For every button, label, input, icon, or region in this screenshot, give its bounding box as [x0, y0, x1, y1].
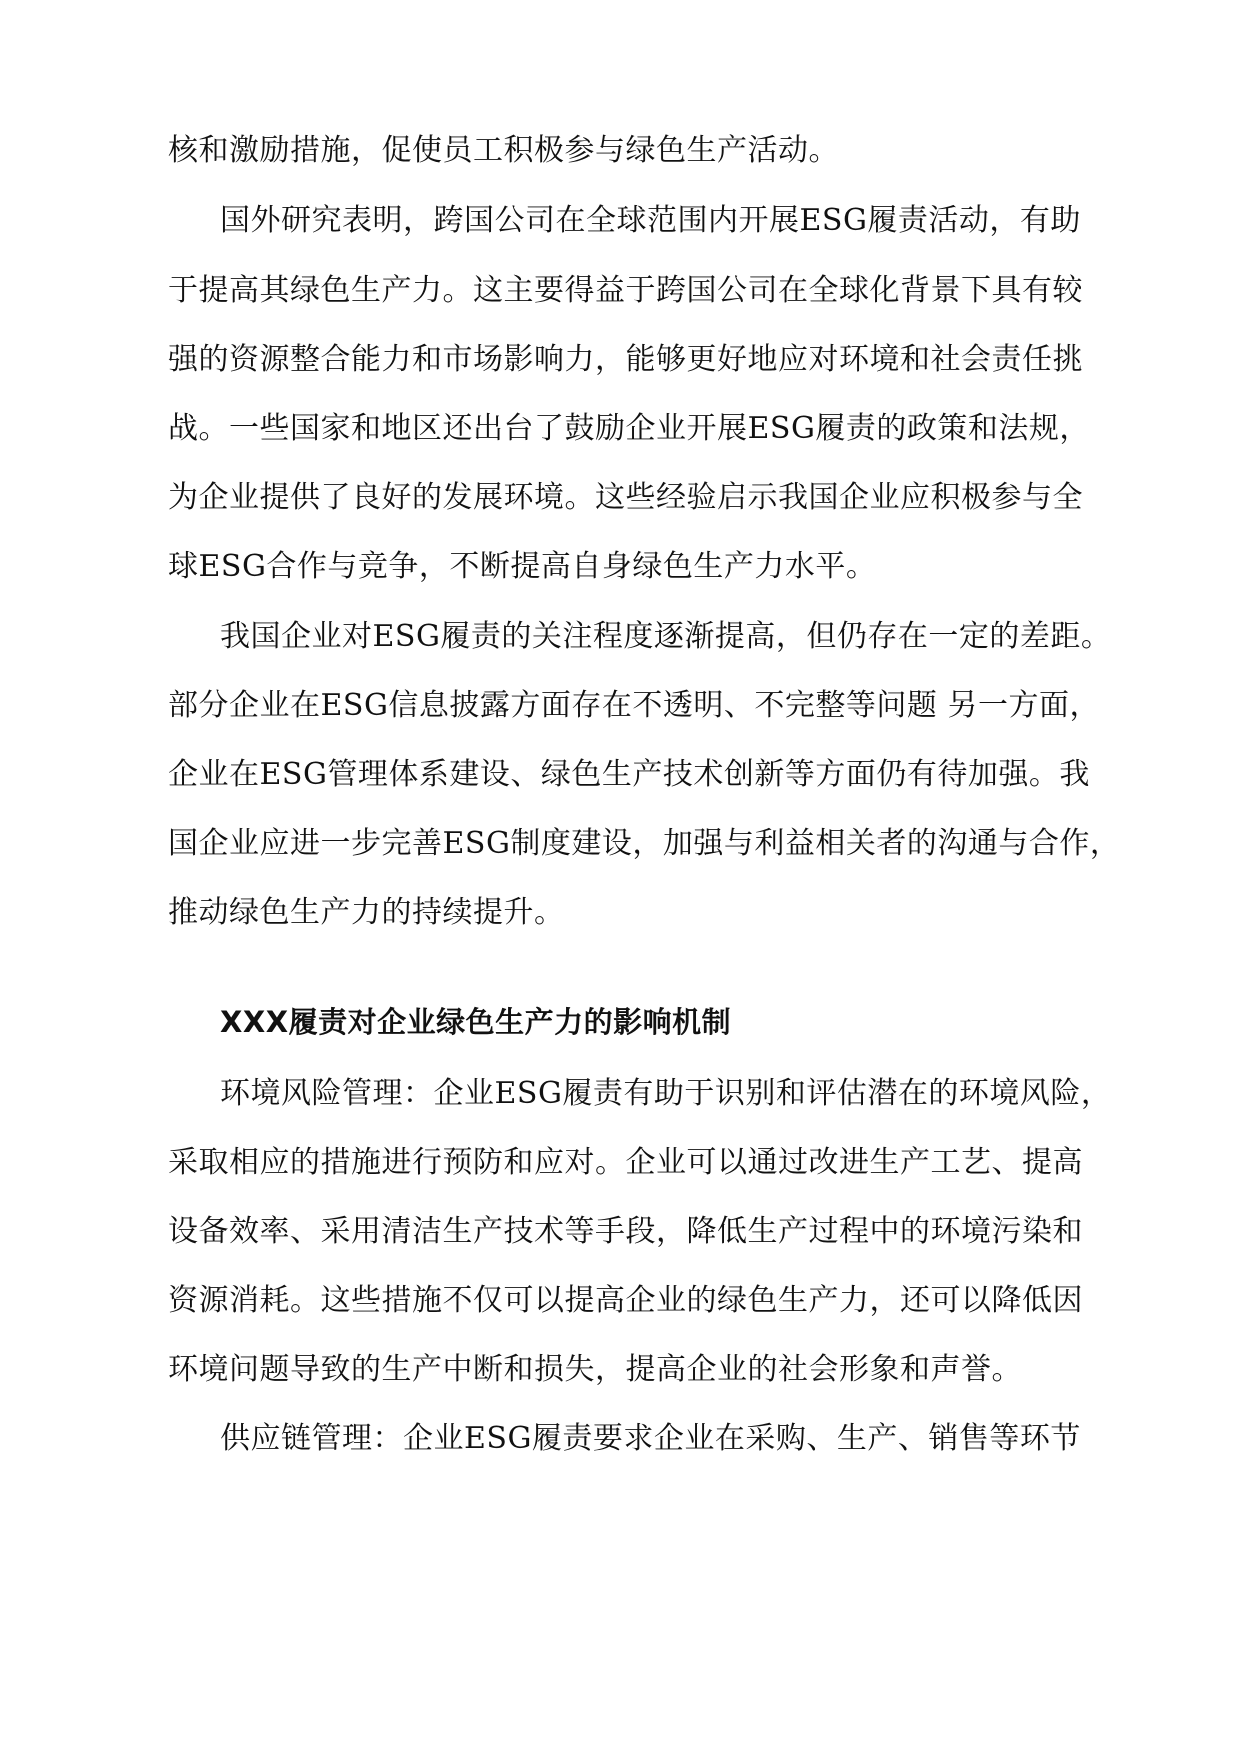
paragraph-line	[0, 1277, 1241, 1325]
paragraph-text: 部分企业在ESG信息披露方面存在不透明、不完整等问题 另一方面，	[168, 688, 1100, 723]
paragraph-text: 我国企业对ESG履责的关注程度逐渐提高，但仍存在一定的差距。	[220, 619, 1112, 654]
paragraph-text: 企业在ESG管理体系建设、绿色生产技术创新等方面仍有待加强。我	[168, 757, 1090, 792]
paragraph-text: 球ESG合作与竞争，不断提高自身绿色生产力水平。	[168, 549, 877, 584]
section-heading	[0, 998, 1241, 1046]
paragraph-line	[0, 1346, 1241, 1394]
paragraph-text: 采取相应的措施进行预防和应对。企业可以通过改进生产工艺、提高	[168, 1145, 1083, 1180]
paragraph-text: 为企业提供了良好的发展环境。这些经验启示我国企业应积极参与全	[168, 480, 1083, 515]
paragraph-text: 供应链管理：企业ESG履责要求企业在采购、生产、销售等环节	[220, 1421, 1081, 1456]
paragraph-line	[0, 889, 1241, 937]
paragraph-line	[0, 267, 1241, 315]
paragraph-line	[0, 820, 1241, 868]
paragraph-line	[0, 405, 1241, 453]
paragraph-text: 环境问题导致的生产中断和损失，提高企业的社会形象和声誉。	[168, 1352, 1022, 1387]
paragraph-line	[0, 613, 1241, 661]
paragraph-text: 于提高其绿色生产力。这主要得益于跨国公司在全球化背景下具有较	[168, 273, 1083, 308]
paragraph-line	[0, 336, 1241, 384]
paragraph-text: 战。一些国家和地区还出台了鼓励企业开展ESG履责的政策和法规，	[168, 411, 1090, 446]
paragraph-line	[0, 127, 1241, 175]
paragraph-line	[0, 474, 1241, 522]
paragraph-line	[0, 682, 1241, 730]
paragraph-line	[0, 751, 1241, 799]
paragraph-text: 强的资源整合能力和市场影响力，能够更好地应对环境和社会责任挑	[168, 342, 1083, 377]
paragraph-line	[0, 1139, 1241, 1187]
paragraph-text: 国外研究表明，跨国公司在全球范围内开展ESG履责活动，有助	[220, 203, 1081, 238]
paragraph-line	[0, 1208, 1241, 1256]
paragraph-text: 设备效率、采用清洁生产技术等手段，降低生产过程中的环境污染和	[168, 1214, 1083, 1249]
paragraph-line	[0, 197, 1241, 245]
paragraph-text: 核和激励措施，促使员工积极参与绿色生产活动。	[168, 133, 839, 168]
paragraph-line	[0, 1070, 1241, 1118]
paragraph-text: 环境风险管理：企业ESG履责有助于识别和评估潜在的环境风险，	[220, 1076, 1112, 1111]
paragraph-text: 国企业应进一步完善ESG制度建设，加强与利益相关者的沟通与合作，	[168, 826, 1121, 861]
paragraph-text: 资源消耗。这些措施不仅可以提高企业的绿色生产力，还可以降低因	[168, 1283, 1083, 1318]
paragraph-line	[0, 1415, 1241, 1463]
paragraph-text: 推动绿色生产力的持续提升。	[168, 895, 565, 930]
section-heading-text: XXX履责对企业绿色生产力的影响机制	[220, 1005, 732, 1039]
paragraph-line	[0, 543, 1241, 591]
